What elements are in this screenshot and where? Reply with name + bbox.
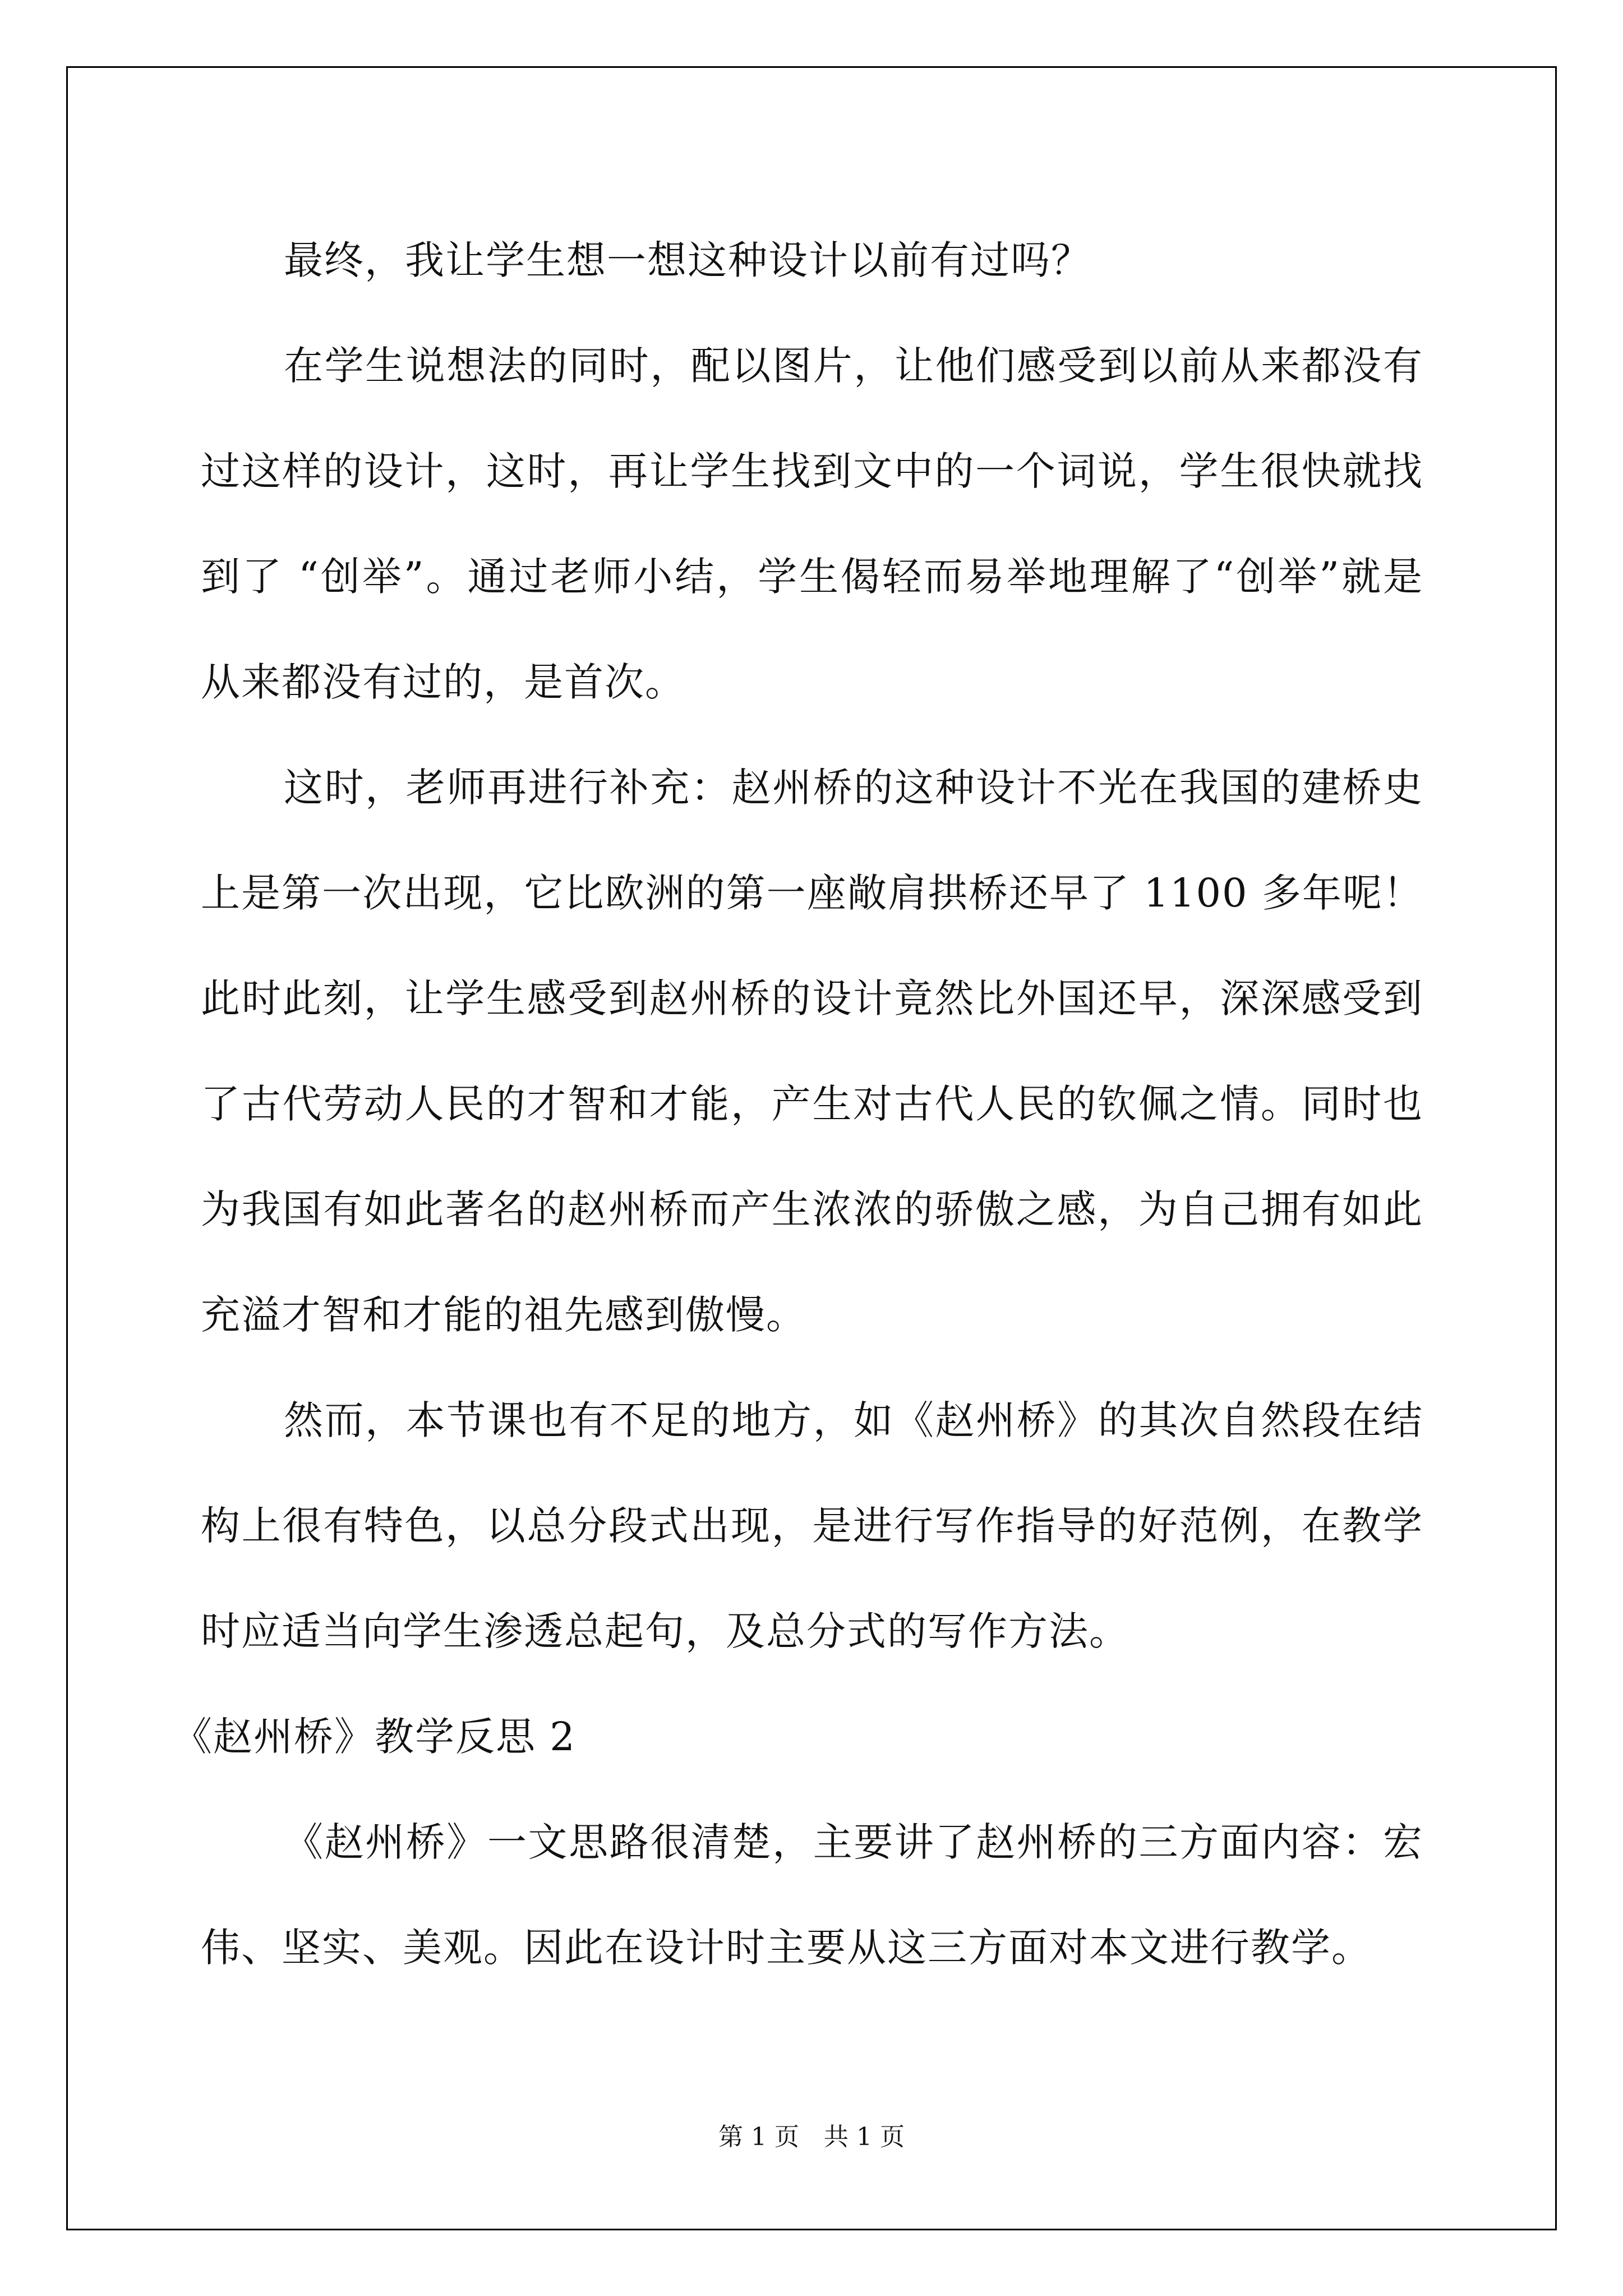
paragraph-1: 最终，我让学生想一想这种设计以前有过吗？ xyxy=(284,237,1091,283)
paragraph-4: 然而，本节课也有不足的地方，如《赵州桥》的其次自然段在结构上很有特色，以总分段式出现，是进行写作指导的好范例，在教学时应适当向学生渗透总起句，及总分式的写作方法。 xyxy=(201,1397,1423,1654)
document-body xyxy=(173,208,1423,2000)
section-paragraph: 《赵州桥》一文思路很清楚，主要讲了赵州桥的三方面内容：宏伟、坚实、美观。因此在设计时主要从这三方面对本文进行教学。 xyxy=(201,1819,1423,1971)
paragraph-3: 这时，老师再进行补充：赵州桥的这种设计不光在我国的建桥史上是第一次出现，它比欧洲的第一座敞肩拱桥还早了 1100 多年呢！此时此刻，让学生感受到赵州桥的设计竟然比外国还早，深深感受到了古代劳动人民的才智和才能，产生对古代人民的钦佩之情。同时也为我国有如此著名的赵州桥而产生浓浓的骄傲之感，为自己拥有如此充溢才智和才能的祖先感到傲慢。 xyxy=(201,765,1423,1338)
page-footer: 第 1 页 共 1 页 xyxy=(718,2123,905,2151)
paragraph-2: 在学生说想法的同时，配以图片，让他们感受到以前从来都没有过这样的设计，这时，再让学生找到文中的一个词说，学生很快就找到了 “创举”。通过老师小结，学生偈轻而易举地理解了“创举”就是从来都没有过的，是首次。 xyxy=(201,343,1423,705)
section-heading: 《赵州桥》教学反思 2 xyxy=(173,1714,576,1760)
